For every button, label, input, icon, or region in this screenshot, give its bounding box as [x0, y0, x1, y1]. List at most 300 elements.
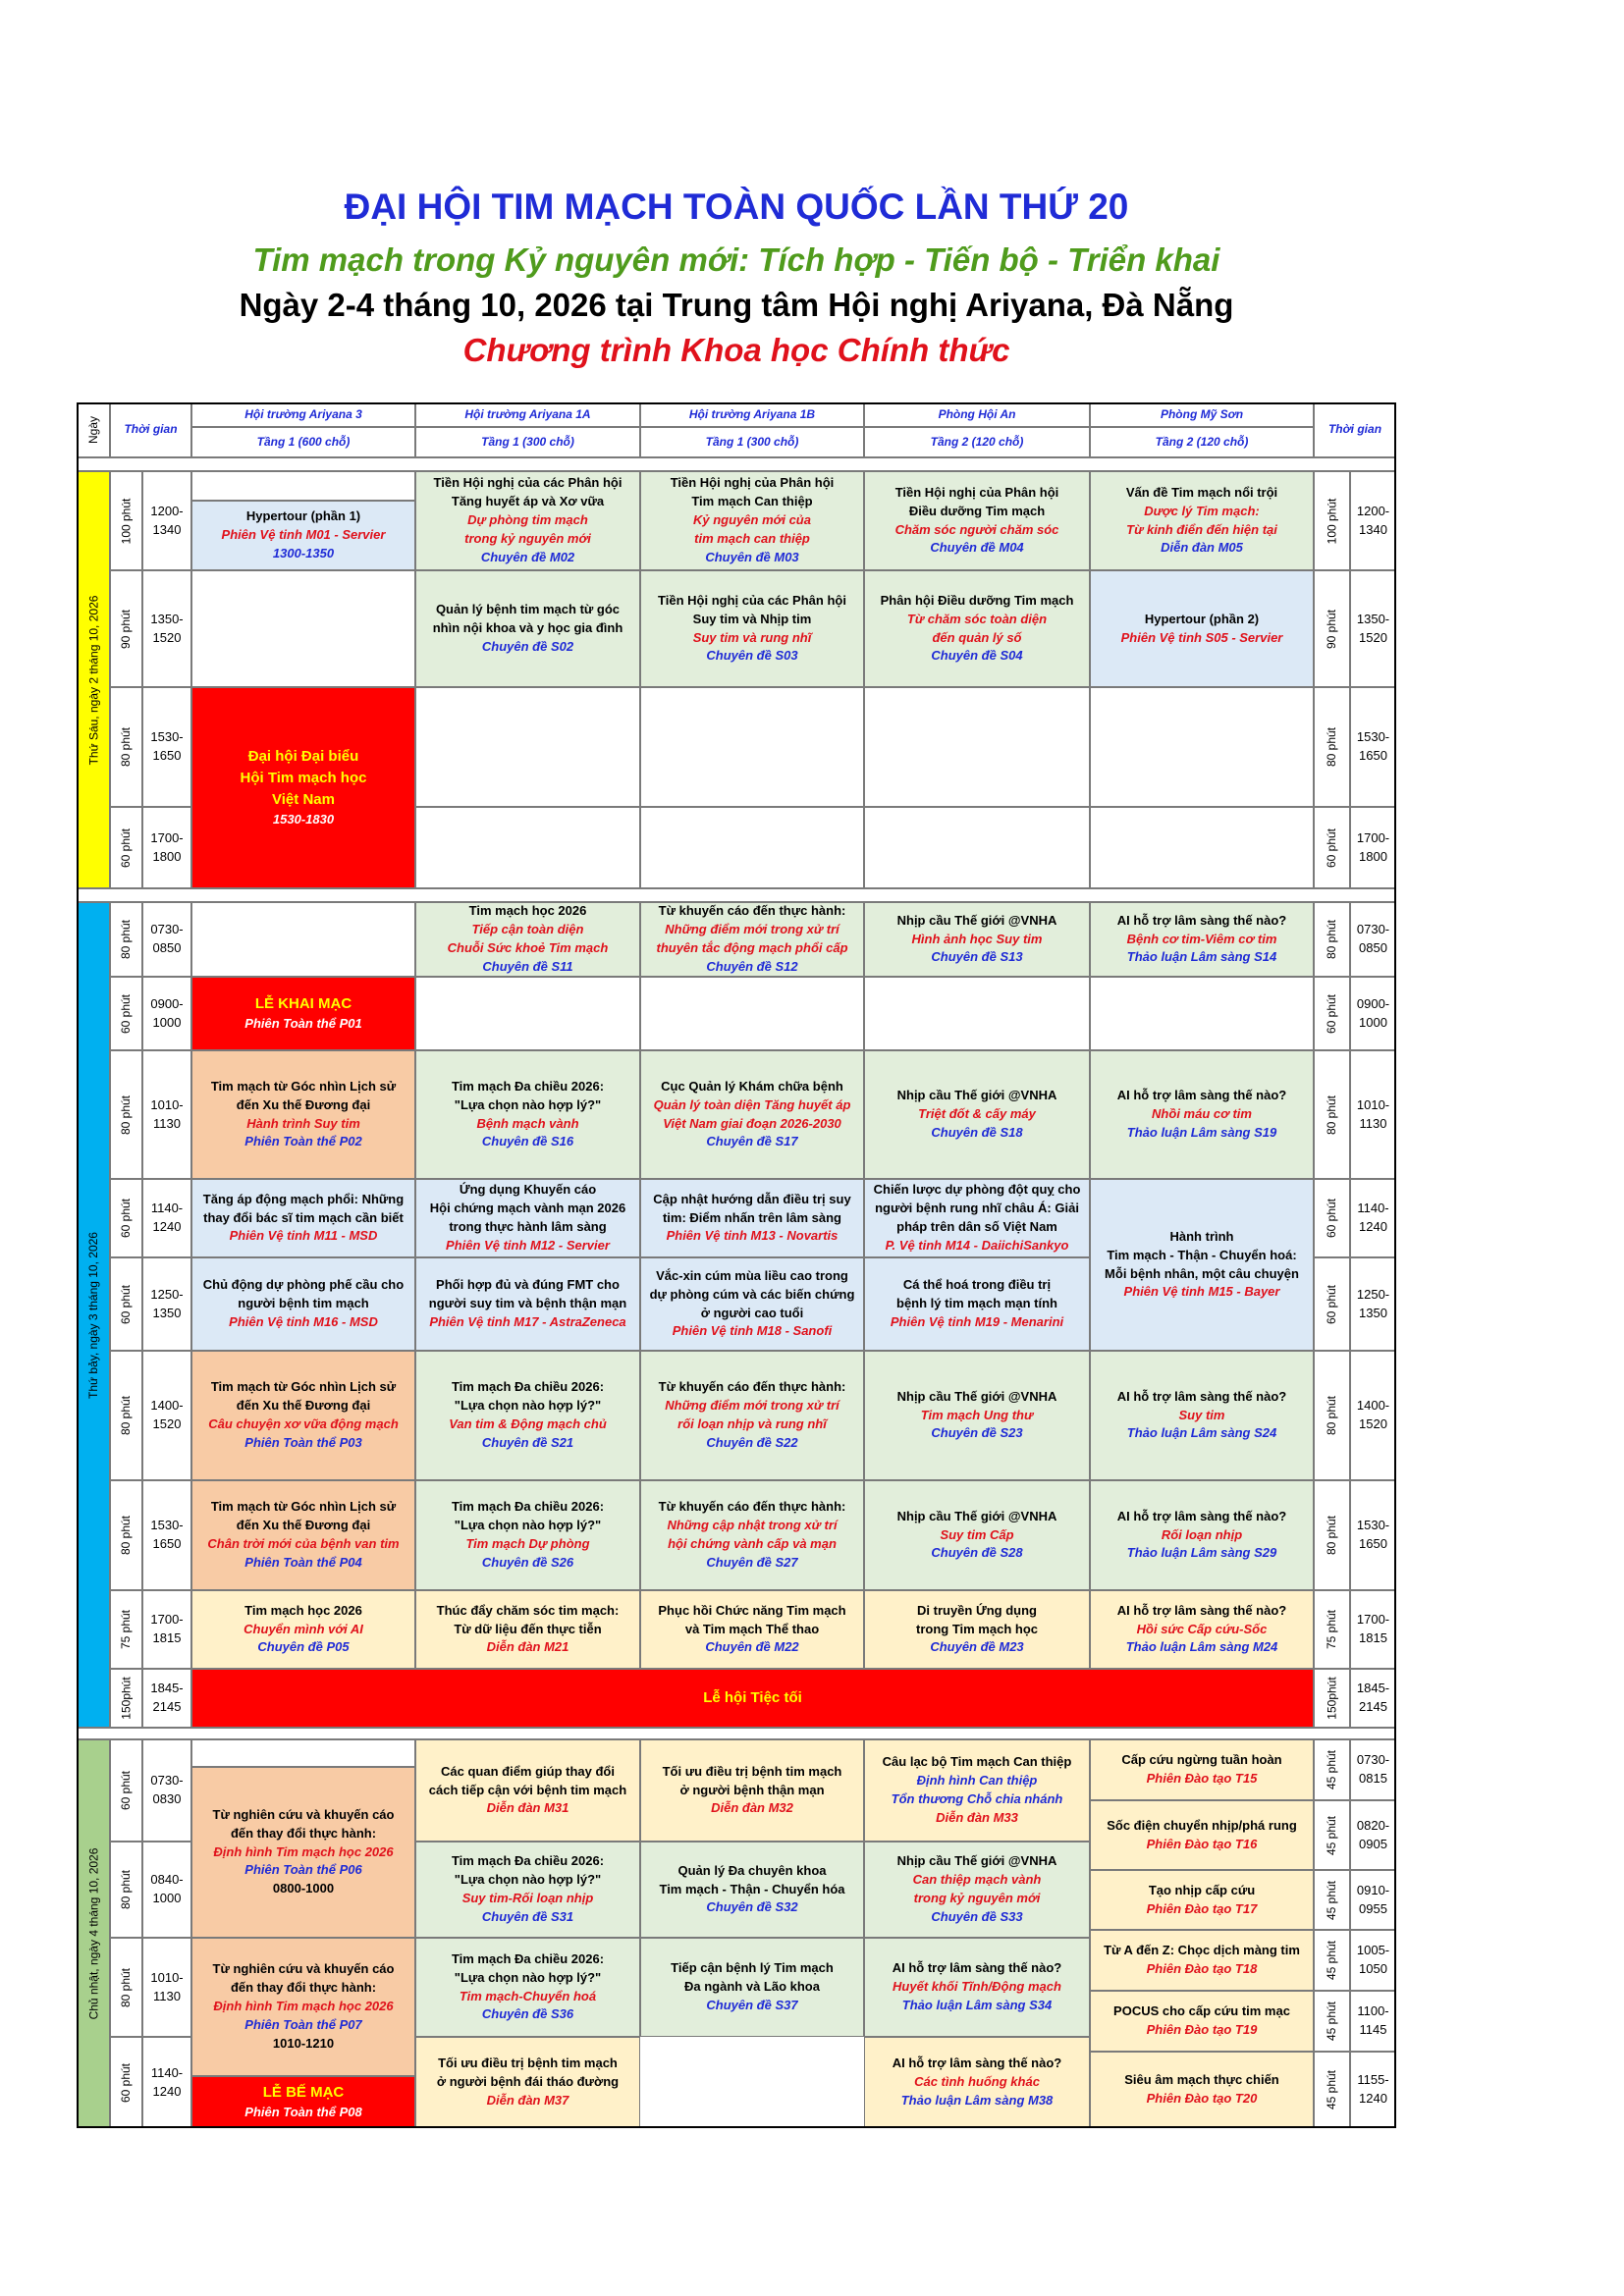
slot-duration-text: 60 phút [119, 1770, 134, 1811]
slot-duration-text: 100 phút [119, 498, 134, 544]
session-line: Từ dữ liệu đến thực tiễn [454, 1621, 602, 1636]
slot-duration-text: 60 phút [1325, 1198, 1339, 1239]
session-title: Cá thể hoá trong điều trị [902, 1277, 1052, 1293]
slot-time-text: 1700- 1815 [150, 1612, 184, 1645]
session-title: Tiền Hội nghị của Phân hội [670, 475, 835, 491]
slot-time-text: 1100- 1145 [1357, 2003, 1389, 2037]
session-line: Chuyên đề S16 [481, 1134, 574, 1149]
session-line: Hội chứng mạch vành mạn 2026 [429, 1201, 626, 1216]
slot-time-text: 0730- 0850 [1356, 922, 1390, 955]
session-line: dự phòng cúm và các biến chứng [649, 1286, 855, 1302]
session-line: Diễn đàn M21 [486, 1639, 569, 1655]
session-line: Chuyên đề M22 [705, 1639, 799, 1655]
conference-theme: Tim mạch trong Kỷ nguyên mới: Tích hợp - Tiến bộ - Triển khai [252, 241, 1220, 278]
slot-duration-text: 90 phút [1325, 609, 1339, 649]
room-floor: Tầng 2 (120 chỗ) [1155, 434, 1249, 449]
session-title: Phục hồi Chức năng Tim mạch [658, 1602, 846, 1618]
session-line: Phiên Toàn thể P06 [244, 1862, 362, 1878]
session-line: Nhồi máu cơ tim [1152, 1106, 1252, 1122]
slot-time-text: 1010- 1130 [150, 1969, 184, 2003]
slot-duration-text: 60 phút [1325, 828, 1339, 868]
slot-duration-text: 80 phút [1325, 1395, 1339, 1436]
session-line: Chuyên đề M03 [705, 549, 799, 564]
session-line: Dự phòng tim mạch [467, 512, 588, 528]
room-floor: Tầng 2 (120 chỗ) [930, 434, 1024, 449]
slot-duration-text: 75 phút [119, 1609, 134, 1650]
session-line: Phiên Vệ tinh M18 - Sanofi [672, 1323, 833, 1339]
session-line: Phiên Đào tạo T20 [1146, 2091, 1258, 2106]
session-line: "Lựa chọn nào hợp lý?" [454, 1518, 602, 1533]
room-floor: Tầng 1 (300 chỗ) [481, 434, 574, 449]
session-title: Tim mạch học 2026 [244, 1602, 362, 1618]
session-line: Kỷ nguyên mới của [693, 512, 811, 528]
room-name: Hội trường Ariyana 1B [688, 406, 816, 421]
session-line: Những cập nhật trong xử trí [667, 1518, 838, 1533]
session-title: Cấp cứu ngừng tuần hoàn [1121, 1752, 1282, 1768]
slot-duration-text: 80 phút [119, 1967, 134, 2007]
session-line: trong thực hành lâm sàng [449, 1219, 607, 1234]
session-line: Phiên Đào tạo T16 [1146, 1836, 1258, 1851]
session-line: Việt Nam giai đoạn 2026-2030 [663, 1115, 841, 1131]
session-line: người suy tim và bệnh thận mạn [428, 1296, 627, 1311]
slot-time-text: 0900- 1000 [150, 995, 184, 1030]
slot-time-text: 1700- 1800 [1356, 829, 1390, 864]
session-line: Phiên Vệ tinh M15 - Bayer [1123, 1284, 1280, 1300]
session-line: Những điểm mới trong xử trí [665, 922, 839, 937]
slot-time-text: 0730- 0830 [150, 1773, 184, 1806]
session-line: Chuyên đề S22 [706, 1434, 798, 1450]
slot-time-text: 0900- 1000 [1356, 995, 1390, 1030]
session-title: AI hỗ trợ lâm sàng thế nào? [892, 2056, 1062, 2071]
slot-time-text: 1350- 1520 [1356, 611, 1390, 645]
session-title: Nhịp cầu Thế giới @VNHA [896, 912, 1057, 928]
session-line: trong kỷ nguyên mới [464, 530, 591, 546]
session-line: Chuyên đề S13 [931, 949, 1023, 965]
session-line: Hội Tim mạch học [240, 770, 367, 787]
slot-time-text: 1010- 1130 [1356, 1096, 1390, 1131]
session-line: Triệt đốt & cấy máy [918, 1106, 1036, 1122]
session-title: Hành trình [1169, 1228, 1234, 1244]
session-line: thuyên tắc động mạch phổi cấp [656, 940, 848, 955]
session-line: Chuyên đề P05 [257, 1639, 350, 1655]
session-line: Phiên Vệ tinh M19 - Menarini [890, 1313, 1064, 1329]
session-line: Phiên Đào tạo T17 [1146, 1900, 1258, 1916]
session-line: Van tim & Động mạch chủ [449, 1416, 607, 1431]
slot-duration-text: 80 phút [119, 1515, 134, 1556]
session-line: Tim mạch Ung thư [920, 1407, 1034, 1422]
session-title: Phân hội Điều dưỡng Tim mạch [880, 592, 1074, 608]
session-line: Phiên Đào tạo T15 [1146, 1771, 1258, 1786]
session-line: Tim mạch - Thận - Chuyển hoá: [1107, 1247, 1297, 1262]
session-line: Đa ngành và Lão khoa [684, 1979, 820, 1995]
slot-duration-text: 45 phút [1325, 1880, 1339, 1920]
session-line: Chuyên đề S32 [706, 1899, 798, 1915]
session-title: Từ khuyến cáo đến thực hành: [658, 1379, 846, 1395]
session-title: Tim mạch Đa chiều 2026: [451, 1379, 605, 1395]
session-line: thay đổi bác sĩ tim mạch cần biết [203, 1209, 404, 1225]
session-line: Phiên Vệ tinh M01 - Servier [221, 527, 386, 543]
session-line: 1300-1350 [272, 545, 335, 561]
session-line: Hình ảnh học Suy tim [911, 931, 1043, 946]
session-line: Phiên Toàn thể P07 [244, 2016, 362, 2032]
session-line: người bệnh tim mạch [238, 1296, 369, 1311]
room-floor: Tầng 1 (300 chỗ) [705, 434, 799, 449]
session-title: Câu lạc bộ Tim mạch Can thiệp [882, 1754, 1072, 1770]
slot-duration-text: 60 phút [1325, 993, 1339, 1034]
session-title: Thúc đẩy chăm sóc tim mạch: [436, 1602, 620, 1618]
session-line: Diễn đàn M33 [936, 1809, 1018, 1825]
slot-time-text: 0730- 0815 [1356, 1752, 1390, 1786]
session-title: LỄ KHAI MẠC [254, 995, 352, 1013]
session-title: Tăng áp động mạch phổi: Những [202, 1191, 405, 1206]
session-line: Quản lý toàn diện Tăng huyết áp [653, 1096, 851, 1112]
session-line: Định hình Tim mạch học 2026 [213, 1999, 394, 2014]
session-line: Phiên Vệ tinh S05 - Servier [1120, 629, 1283, 645]
session-line: Chuyên đề M02 [480, 549, 575, 564]
session-line: Chuyên đề S33 [931, 1908, 1023, 1924]
room-name: Phòng Hội An [938, 406, 1016, 421]
conference-title: ĐẠI HỘI TIM MẠCH TOÀN QUỐC LẦN THỨ 20 [344, 187, 1129, 227]
session-line: Phiên Toàn thể P01 [244, 1015, 362, 1031]
session-title: Cập nhật hướng dẫn điều trị suy [653, 1191, 851, 1206]
session-line: Thảo luận Lâm sàng S29 [1126, 1545, 1277, 1561]
session-line: Tổn thương Chỗ chia nhánh [891, 1791, 1063, 1806]
session-line: Chuyển mình với AI [244, 1621, 363, 1636]
slot-duration-text: 80 phút [1325, 1095, 1339, 1135]
session-line: Diễn đàn M31 [486, 1800, 569, 1816]
session-title: Quản lý Đa chuyên khoa [677, 1862, 827, 1878]
slot-time-text: 1250- 1350 [1356, 1286, 1390, 1320]
session-line: Chuyên đề S17 [706, 1134, 798, 1149]
slot-duration-text: 100 phút [1325, 498, 1339, 544]
session-title: Siêu âm mạch thực chiến [1124, 2072, 1279, 2088]
session-title: Từ khuyến cáo đến thực hành: [658, 1499, 846, 1515]
session-line: tim mạch can thiệp [694, 530, 810, 546]
slot-duration-text: 90 phút [119, 609, 134, 649]
session-line: Suy tim và rung nhĩ [692, 629, 812, 645]
session-title: POCUS cho cấp cứu tim mạc [1113, 2003, 1290, 2019]
session-line: Định hình Tim mạch học 2026 [213, 1843, 394, 1859]
session-title: Di truyền Ứng dụng [917, 1602, 1037, 1618]
session-line: Tim mạch Can thiệp [691, 494, 813, 509]
session-title: Đại hội Đại biểu [247, 748, 359, 766]
slot-duration-text: 150phút [119, 1677, 134, 1720]
session-line: rối loạn nhịp và rung nhĩ [677, 1416, 827, 1431]
session-line: đến thay đổi thực hành: [230, 1825, 377, 1841]
slot-time-text: 1005- 1050 [1356, 1943, 1390, 1976]
session-title: Vắc-xin cúm mùa liều cao trong [656, 1267, 848, 1283]
session-title: Tối ưu điều trị bệnh tim mạch [438, 2056, 618, 2071]
session-line: Câu chuyện xơ vữa động mạch [208, 1416, 399, 1431]
slot-duration-text: 80 phút [1325, 919, 1339, 960]
session-line: Các tình huống khác [914, 2074, 1040, 2090]
session-title: Tim mạch Đa chiều 2026: [451, 1950, 605, 1966]
session-line: Chuyên đề S21 [481, 1434, 574, 1450]
slot-duration-text: 80 phút [119, 1095, 134, 1135]
session-line: Diễn đàn M37 [486, 2092, 569, 2108]
slot-duration-text: 80 phút [119, 919, 134, 960]
session-line: Thảo luận Lâm sàng S19 [1126, 1124, 1277, 1140]
slot-duration-text: 75 phút [1325, 1609, 1339, 1650]
session-title: Tim mạch từ Góc nhìn Lịch sử [210, 1379, 397, 1395]
slot-duration-text: 60 phút [1325, 1284, 1339, 1324]
session-line: Chuyên đề S28 [931, 1545, 1023, 1561]
session-title: AI hỗ trợ lâm sàng thế nào? [1116, 1088, 1287, 1103]
program-title: Chương trình Khoa học Chính thức [462, 332, 1010, 368]
session-line: nhìn nội khoa và y học gia đình [432, 620, 623, 636]
session-title: Tiền Hội nghị của các Phân hội [433, 475, 623, 491]
session-line: Rối loạn nhịp [1161, 1526, 1243, 1542]
session-title: AI hỗ trợ lâm sàng thế nào? [1116, 1388, 1287, 1404]
session-line: Chuyên đề S11 [482, 958, 573, 974]
session-title: Tim mạch từ Góc nhìn Lịch sử [210, 1499, 397, 1515]
session-line: tim: Điểm nhấn trên lâm sàng [662, 1209, 842, 1225]
slot-time-text: 1140- 1240 [150, 2064, 184, 2099]
slot-time-text: 1700- 1800 [150, 829, 184, 864]
session-line: Suy tim [1178, 1407, 1225, 1422]
slot-time-text: 1250- 1350 [150, 1286, 184, 1320]
session-line: Phiên Toàn thể P02 [244, 1134, 362, 1149]
session-line: Từ kinh điển đến hiện tại [1126, 521, 1277, 537]
session-line: Thảo luận Lâm sàng S14 [1126, 949, 1277, 965]
slot-time-text: 0820- 0905 [1356, 1817, 1390, 1851]
session-title: AI hỗ trợ lâm sàng thế nào? [1116, 912, 1287, 928]
session-line: Những điểm mới trong xử trí [665, 1398, 839, 1414]
slot-time-text: 1155- 1240 [1357, 2072, 1389, 2106]
session-line: Phiên Đào tạo T18 [1146, 1961, 1258, 1976]
session-line: Can thiệp mạch vành [912, 1872, 1042, 1888]
slot-time-text: 1400- 1520 [150, 1398, 184, 1431]
session-title: Nhịp cầu Thế giới @VNHA [896, 1853, 1057, 1869]
session-title: Ứng dụng Khuyến cáo [459, 1182, 597, 1198]
session-line: Dược lý Tim mạch: [1144, 503, 1260, 518]
session-line: Tim mạch-Chuyển hoá [459, 1988, 597, 2003]
room-floor: Tầng 1 (600 chỗ) [256, 434, 351, 449]
room-name: Hội trường Ariyana 3 [244, 406, 362, 421]
session-line: và Tim mạch Thể thao [684, 1621, 820, 1636]
slot-duration-text: 45 phút [1325, 1815, 1339, 1855]
session-line: Tiếp cận toàn diện [471, 922, 584, 937]
slot-duration-text: 80 phút [119, 1395, 134, 1436]
session-line: Định hình Can thiệp [916, 1773, 1038, 1789]
session-title: Nhịp cầu Thế giới @VNHA [896, 1388, 1057, 1404]
session-title: Tim mạch học 2026 [468, 903, 587, 919]
session-line: ở người cao tuổi [700, 1305, 804, 1320]
session-line: Thảo luận Lâm sàng M38 [900, 2092, 1054, 2108]
slot-time-text: 1400- 1520 [1356, 1398, 1390, 1431]
session-line: đến Xu thế Đương đại [236, 1518, 371, 1533]
session-line: Suy tim-Rối loạn nhịp [461, 1891, 594, 1905]
session-line: Chuyên đề S27 [706, 1554, 798, 1570]
session-line: Phiên Đào tạo T19 [1146, 2022, 1258, 2037]
session-title: AI hỗ trợ lâm sàng thế nào? [1116, 1508, 1287, 1523]
session-title: AI hỗ trợ lâm sàng thế nào? [892, 1960, 1062, 1976]
session-title: Chủ động dự phòng phế cầu cho [202, 1277, 405, 1293]
slot-time-text: 1140- 1240 [1357, 1201, 1389, 1234]
session-line: Tim mạch - Thận - Chuyển hóa [659, 1881, 845, 1896]
session-line: Bệnh mạch vành [476, 1115, 579, 1131]
session-title: Vấn đề Tim mạch nổi trội [1125, 484, 1278, 500]
session-line: Bệnh cơ tim-Viêm cơ tim [1126, 931, 1277, 946]
slot-time-text: 0730- 0850 [150, 922, 184, 955]
session-line: "Lựa chọn nào hợp lý?" [454, 1096, 602, 1112]
session-line: P. Vệ tinh M14 - DaiichiSankyo [885, 1237, 1069, 1253]
session-line: Tim mạch Dự phòng [465, 1536, 590, 1551]
session-title: Tiếp cận bệnh lý Tim mạch [671, 1960, 834, 1976]
slot-duration-text: 80 phút [119, 1869, 134, 1910]
session-title: AI hỗ trợ lâm sàng thế nào? [1116, 1602, 1287, 1618]
session-title: Hypertour (phần 1) [245, 508, 361, 524]
session-line: bệnh lý tim mạch mạn tính [896, 1296, 1057, 1311]
conference-dates: Ngày 2-4 tháng 10, 2026 tại Trung tâm Hội nghị Ariyana, Đà Nẵng [239, 287, 1234, 323]
session-line: "Lựa chọn nào hợp lý?" [454, 1872, 602, 1888]
session-title: Lễ hội Tiệc tối [703, 1689, 802, 1707]
day-text: Chủ nhật, ngày 4 tháng 10, 2026 [86, 1847, 100, 2020]
slot-duration-text: 45 phút [1325, 2001, 1339, 2042]
session-line: Chuyên đề S26 [481, 1554, 574, 1570]
session-line: Từ chăm sóc toàn diện [906, 611, 1048, 626]
session-title: Tối ưu điều trị bệnh tim mạch [662, 1763, 842, 1779]
session-line: Thảo luận Lâm sàng M24 [1125, 1639, 1278, 1655]
session-line: Suy tim và Nhịp tim [692, 611, 812, 626]
room-name: Phòng Mỹ Sơn [1160, 406, 1244, 421]
slot-time-text: 1700- 1815 [1356, 1612, 1390, 1645]
session-line: trong Tim mạch học [916, 1621, 1038, 1636]
session-line: Chuyên đề S18 [931, 1124, 1023, 1140]
session-line: Thảo luận Lâm sàng S24 [1126, 1425, 1277, 1441]
session-line: pháp trên dân số Việt Nam [896, 1219, 1057, 1234]
session-line: Thảo luận Lâm sàng S34 [901, 1997, 1053, 2012]
session-line: "Lựa chọn nào hợp lý?" [454, 1398, 602, 1414]
session-line: Phiên Vệ tinh M12 - Servier [446, 1237, 610, 1253]
session-line: Chuyên đề S02 [481, 638, 574, 654]
session-line: Phiên Vệ tinh M13 - Novartis [666, 1228, 839, 1244]
session-line: Tăng huyết áp và Xơ vữa [451, 494, 605, 509]
session-line: Chuyên đề M23 [930, 1639, 1024, 1655]
session-line: Phiên Vệ tinh M17 - AstraZeneca [429, 1313, 626, 1329]
session-title: Hypertour (phần 2) [1144, 611, 1260, 626]
session-line: Chăm sóc người chăm sóc [894, 521, 1059, 537]
session-line: Việt Nam [272, 790, 335, 808]
slot-time-text: 1530- 1650 [150, 729, 184, 763]
session-line: Chuyên đề S12 [706, 958, 798, 974]
session-title: Quản lý bệnh tim mạch từ góc [435, 602, 621, 617]
session-line: Phiên Toàn thể P03 [244, 1434, 362, 1450]
slot-duration-text: 60 phút [119, 1284, 134, 1324]
session-line: Hồi sức Cấp cứu-Sốc [1136, 1621, 1268, 1636]
session-line: Phiên Toàn thể P04 [244, 1554, 362, 1570]
session-line: ở người bệnh đái tháo đường [436, 2074, 620, 2090]
slot-duration-text: 80 phút [1325, 1515, 1339, 1556]
slot-time-text: 1845- 2145 [150, 1681, 184, 1714]
session-line: Chuyên đề S04 [931, 648, 1023, 664]
slot-time-text: 1140- 1240 [150, 1201, 184, 1234]
session-line: "Lựa chọn nào hợp lý?" [454, 1969, 602, 1985]
session-line: Chuyên đề S37 [706, 1997, 798, 2012]
slot-time-text: 1530- 1650 [150, 1518, 184, 1551]
session-line: Diễn đàn M05 [1161, 540, 1243, 556]
session-title: Sốc điện chuyển nhịp/phá rung [1107, 1817, 1297, 1833]
session-line: cách tiếp cận với bệnh tim mạch [428, 1782, 627, 1797]
slot-duration-text: 150phút [1325, 1677, 1339, 1720]
slot-time-text: 1845- 2145 [1356, 1681, 1390, 1714]
slot-duration-text: 45 phút [1325, 1940, 1339, 1981]
slot-duration-text: 60 phút [119, 828, 134, 868]
session-title: Tiền Hội nghị của Phân hội [894, 484, 1059, 500]
header-day-label: Ngày [85, 415, 100, 445]
day-text: Thứ bảy, ngày 3 tháng 10, 2026 [86, 1231, 100, 1399]
session-title: Từ nghiên cứu và khuyến cáo [212, 1806, 395, 1822]
slot-duration-text: 45 phút [1325, 2069, 1339, 2110]
header-time-label: Thời gian [124, 422, 178, 437]
session-line: 0800-1000 [272, 1881, 335, 1896]
session-title: Nhịp cầu Thế giới @VNHA [896, 1088, 1057, 1103]
session-title: Tim mạch từ Góc nhìn Lịch sử [210, 1078, 397, 1094]
session-title: Tim mạch Đa chiều 2026: [451, 1499, 605, 1515]
session-title: Phối hợp đủ và đúng FMT cho [436, 1277, 620, 1293]
session-line: Huyết khối Tĩnh/Động mạch [893, 1979, 1061, 1995]
session-title: Chiến lược dự phòng đột quỵ cho [873, 1182, 1081, 1198]
session-line: đến thay đổi thực hành: [230, 1980, 377, 1996]
day-text: Thứ Sáu, ngày 2 tháng 10, 2026 [86, 595, 101, 765]
session-line: ở người bệnh thận mạn [679, 1782, 825, 1797]
session-line: Chân trời mới của bệnh van tim [207, 1536, 400, 1551]
session-title: Từ khuyến cáo đến thực hành: [658, 903, 846, 919]
slot-time-text: 0910- 0955 [1356, 1882, 1390, 1916]
session-line: hội chứng vành cấp và mạn [668, 1536, 837, 1551]
session-line: Phiên Vệ tinh M11 - MSD [229, 1228, 378, 1244]
session-title: Tim mạch Đa chiều 2026: [451, 1078, 605, 1094]
session-title: Cục Quản lý Khám chữa bệnh [661, 1078, 843, 1094]
session-line: Chuyên đề M04 [930, 540, 1024, 556]
session-line: Điều dưỡng Tim mạch [908, 503, 1046, 518]
session-line: đến Xu thế Đương đại [236, 1096, 371, 1112]
slot-time-text: 1350- 1520 [150, 611, 184, 645]
header-time-right-label: Thời gian [1327, 422, 1382, 437]
session-title: Tim mạch Đa chiều 2026: [451, 1853, 605, 1869]
session-line: Mỗi bệnh nhân, một câu chuyện [1105, 1265, 1299, 1281]
session-title: Tạo nhịp cấp cứu [1148, 1882, 1256, 1897]
session-line: đến Xu thế Đương đại [236, 1398, 371, 1414]
session-title: Các quan điểm giúp thay đổi [441, 1763, 615, 1779]
session-line: người bệnh rung nhĩ châu Á: Giải [875, 1201, 1079, 1216]
slot-duration-text: 80 phút [1325, 726, 1339, 768]
session-title: Từ nghiên cứu và khuyến cáo [212, 1961, 395, 1977]
session-title: LỄ BẾ MẠC [262, 2084, 345, 2102]
slot-duration-text: 60 phút [119, 993, 134, 1034]
session-line: đến quản lý số [932, 629, 1022, 645]
slot-time-text: 1200- 1340 [150, 503, 184, 537]
slot-duration-text: 45 phút [1325, 1749, 1339, 1790]
session-line: Hành trình Suy tim [246, 1115, 360, 1131]
slot-time-text: 1010- 1130 [150, 1096, 184, 1131]
slot-time-text: 1530- 1650 [1356, 729, 1390, 763]
session-line: Phiên Toàn thể P08 [244, 2104, 362, 2119]
table-frame [77, 402, 1396, 2128]
slot-time-text: 1200- 1340 [1356, 503, 1390, 537]
slot-duration-text: 60 phút [119, 2062, 134, 2103]
session-line: Phiên Vệ tinh M16 - MSD [229, 1313, 378, 1329]
session-line: Chuyên đề S31 [481, 1908, 574, 1924]
session-title: Nhịp cầu Thế giới @VNHA [896, 1508, 1057, 1523]
room-name: Hội trường Ariyana 1A [464, 406, 591, 421]
session-line: Suy tim Cấp [940, 1526, 1014, 1542]
session-line: Chuyên đề S36 [481, 2006, 574, 2022]
session-line: 1530-1830 [272, 811, 335, 827]
session-line: Chuỗi Sức khoẻ Tim mạch [447, 940, 609, 955]
session-line: 1010-1210 [272, 2035, 335, 2051]
slot-duration-text: 60 phút [119, 1198, 134, 1239]
